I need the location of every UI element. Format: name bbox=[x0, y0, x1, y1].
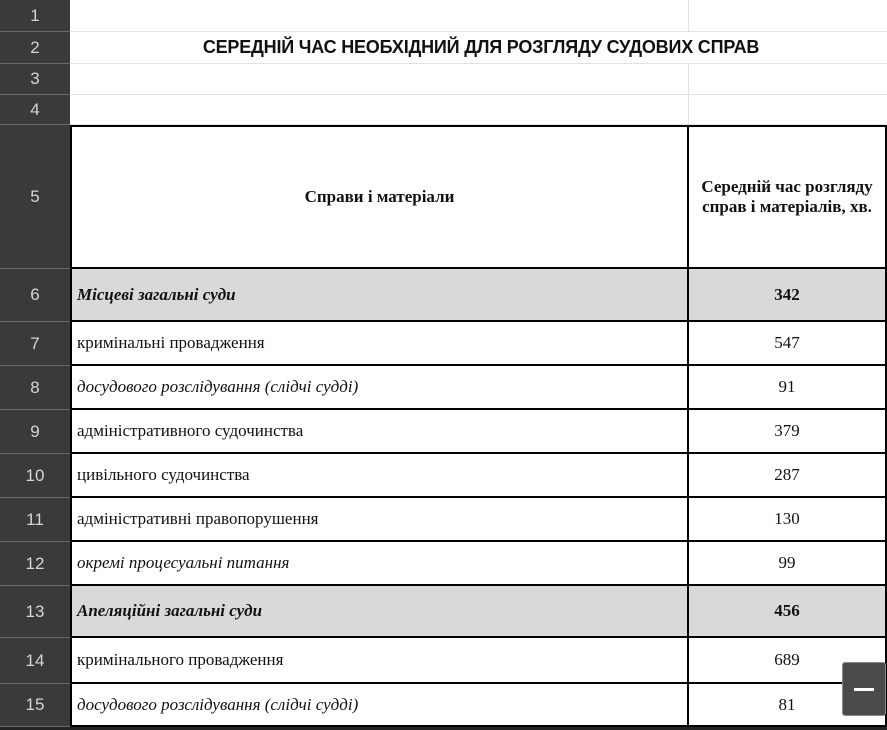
row-header[interactable]: 12 bbox=[0, 542, 70, 586]
table-header-row bbox=[0, 125, 887, 269]
row-header[interactable]: 15 bbox=[0, 684, 70, 727]
collapse-button[interactable] bbox=[842, 662, 886, 716]
row-header[interactable]: 8 bbox=[0, 366, 70, 410]
cell-b[interactable]: 547 bbox=[689, 322, 887, 366]
table-row bbox=[0, 410, 887, 454]
row-header[interactable]: 10 bbox=[0, 454, 70, 498]
row-header[interactable]: 4 bbox=[0, 95, 70, 125]
row-header[interactable]: 7 bbox=[0, 322, 70, 366]
cell-a[interactable]: досудового розслідування (слідчі судді) bbox=[70, 684, 689, 727]
cell-a[interactable]: досудового розслідування (слідчі судді) bbox=[70, 366, 689, 410]
row-header[interactable]: 1 bbox=[0, 0, 70, 32]
cell-b[interactable]: 379 bbox=[689, 410, 887, 454]
row-header[interactable]: 11 bbox=[0, 498, 70, 542]
cell-b[interactable] bbox=[689, 0, 887, 32]
cell-a[interactable]: Місцеві загальні суди bbox=[70, 269, 689, 322]
sheet-row bbox=[0, 95, 887, 125]
row-header[interactable]: 2 bbox=[0, 32, 70, 64]
cell-a[interactable]: Апеляційні загальні суди bbox=[70, 586, 689, 638]
cell-a[interactable]: кримінальні провадження bbox=[70, 322, 689, 366]
row-header[interactable]: 3 bbox=[0, 64, 70, 95]
row-header[interactable]: 13 bbox=[0, 586, 70, 638]
cell-a[interactable] bbox=[70, 64, 689, 95]
cell-b[interactable]: 81 bbox=[689, 684, 887, 727]
table-row bbox=[0, 586, 887, 638]
table-row bbox=[0, 269, 887, 322]
cell-b[interactable]: 99 bbox=[689, 542, 887, 586]
table-row bbox=[0, 684, 887, 727]
column-header-cases[interactable]: Справи і матеріали bbox=[70, 125, 689, 269]
cell-b[interactable]: 689 bbox=[689, 638, 887, 684]
cell-a[interactable]: адміністративні правопорушення bbox=[70, 498, 689, 542]
cell-b[interactable] bbox=[689, 64, 887, 95]
cell-a[interactable]: окремі процесуальні питання bbox=[70, 542, 689, 586]
cell-a[interactable]: кримінального провадження bbox=[70, 638, 689, 684]
minus-icon bbox=[854, 688, 874, 691]
cell-a[interactable] bbox=[70, 95, 689, 125]
cell-a[interactable]: адміністративного судочинства bbox=[70, 410, 689, 454]
row-header[interactable]: 6 bbox=[0, 269, 70, 322]
table-row bbox=[0, 322, 887, 366]
cell-b[interactable]: 130 bbox=[689, 498, 887, 542]
cell-a[interactable] bbox=[70, 0, 689, 32]
sheet-row bbox=[0, 32, 887, 64]
cell-b[interactable] bbox=[689, 95, 887, 125]
column-header-average-time[interactable]: Середній час розгляду справ і матеріалів, хв. bbox=[689, 125, 887, 269]
table-row bbox=[0, 498, 887, 542]
cell-b[interactable]: 456 bbox=[689, 586, 887, 638]
row-header[interactable]: 9 bbox=[0, 410, 70, 454]
cell-b[interactable]: 287 bbox=[689, 454, 887, 498]
cell-b[interactable]: 342 bbox=[689, 269, 887, 322]
sheet-row bbox=[0, 0, 887, 32]
sheet-row bbox=[0, 64, 887, 95]
cell-a[interactable]: цивільного судочинства bbox=[70, 454, 689, 498]
table-row bbox=[0, 454, 887, 498]
row-header[interactable]: 5 bbox=[0, 125, 70, 269]
sheet-title[interactable]: СЕРЕДНІЙ ЧАС НЕОБХІДНИЙ ДЛЯ РОЗГЛЯДУ СУДОВИХ СПРАВ bbox=[70, 32, 887, 64]
table-row bbox=[0, 542, 887, 586]
cell-b[interactable]: 91 bbox=[689, 366, 887, 410]
row-header[interactable]: 14 bbox=[0, 638, 70, 684]
table-row bbox=[0, 366, 887, 410]
table-row bbox=[0, 638, 887, 684]
